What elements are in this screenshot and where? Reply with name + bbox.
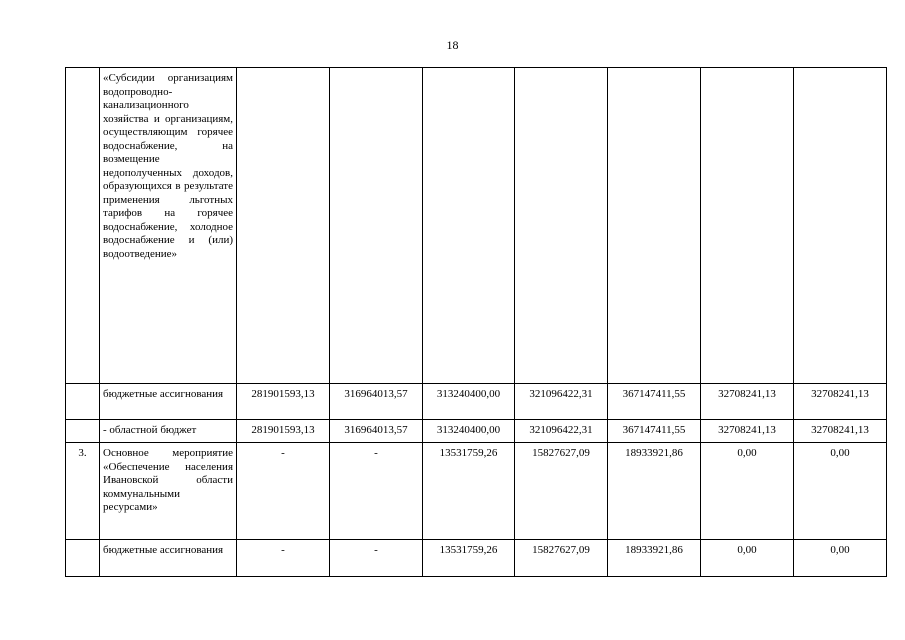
value-cell: 281901593,13 (237, 384, 330, 420)
value-cell: 15827627,09 (515, 540, 608, 577)
value-cell: 313240400,00 (423, 420, 515, 443)
value-cell: 0,00 (794, 443, 887, 540)
row-index (66, 68, 100, 384)
page-number: 18 (446, 38, 459, 52)
value-cell: 32708241,13 (794, 420, 887, 443)
row-description: Основное мероприятие «Обеспечение населения Ивановской области коммунальными ресурсами» (100, 443, 237, 540)
table-row (66, 443, 887, 540)
value-cell: 18933921,86 (608, 443, 701, 540)
table-row (66, 540, 887, 577)
value-cell: - (237, 443, 330, 540)
value-cell: 367147411,55 (608, 420, 701, 443)
value-cell: 13531759,26 (423, 540, 515, 577)
value-cell (515, 68, 608, 384)
value-cell (237, 68, 330, 384)
value-cell: 316964013,57 (330, 420, 423, 443)
row-description: бюджетные ассигнования (100, 384, 237, 420)
value-cell: 0,00 (701, 443, 794, 540)
row-index (66, 420, 100, 443)
value-cell: 0,00 (794, 540, 887, 577)
table-row (66, 68, 887, 384)
value-cell: 316964013,57 (330, 384, 423, 420)
row-index: 3. (66, 443, 100, 540)
row-description: бюджетные ассигнования (100, 540, 237, 577)
value-cell: 18933921,86 (608, 540, 701, 577)
value-cell (701, 68, 794, 384)
value-cell: - (330, 443, 423, 540)
row-index (66, 384, 100, 420)
table-row (66, 384, 887, 420)
value-cell: 32708241,13 (701, 420, 794, 443)
value-cell: 15827627,09 (515, 443, 608, 540)
row-index (66, 540, 100, 577)
value-cell (794, 68, 887, 384)
value-cell: 13531759,26 (423, 443, 515, 540)
value-cell (423, 68, 515, 384)
value-cell: - (330, 540, 423, 577)
table-row (66, 420, 887, 443)
value-cell: - (237, 540, 330, 577)
value-cell: 321096422,31 (515, 420, 608, 443)
row-description: - областной бюджет (100, 420, 237, 443)
value-cell (330, 68, 423, 384)
value-cell (608, 68, 701, 384)
budget-table (65, 67, 887, 577)
value-cell: 321096422,31 (515, 384, 608, 420)
row-description: «Субсидии организациям водопроводно-канализационного хозяйства и организациям, осуществляющим горячее водоснабжение, на возмещение недополученных доходов, образующихся в результате применения льготных тарифов на горячее водоснабжение, холодное водоснабжение и (или) водоотведение» (100, 68, 237, 384)
value-cell: 367147411,55 (608, 384, 701, 420)
value-cell: 0,00 (701, 540, 794, 577)
value-cell: 281901593,13 (237, 420, 330, 443)
value-cell: 32708241,13 (794, 384, 887, 420)
value-cell: 32708241,13 (701, 384, 794, 420)
value-cell: 313240400,00 (423, 384, 515, 420)
